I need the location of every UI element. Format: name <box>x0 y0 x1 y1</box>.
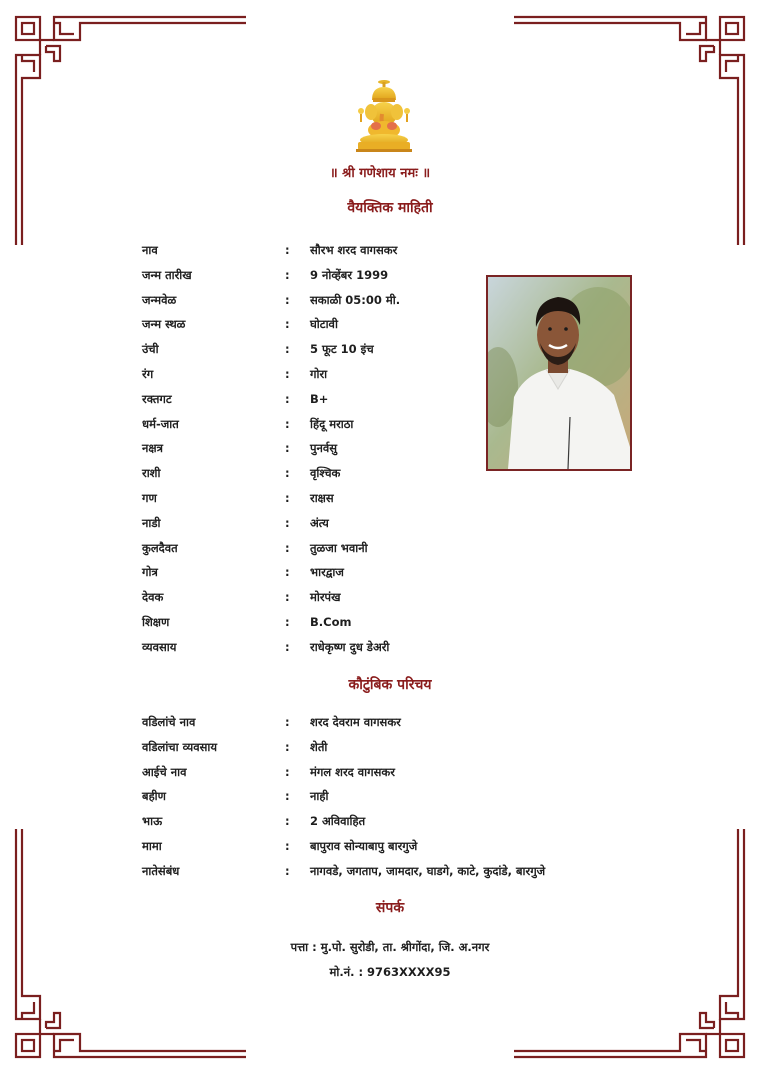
row-separator: : <box>285 639 290 654</box>
contact-address: पत्ता : मु.पो. सुरोडी, ता. श्रीगोंदा, जि. अ.नगर <box>290 940 490 954</box>
row-value: 5 फूट 10 इंच <box>310 342 374 357</box>
row-label: गोत्र <box>142 565 158 580</box>
row-value: शरद देवराम वागसकर <box>310 715 401 729</box>
row-label: वडिलांचा व्यवसाय <box>142 739 218 754</box>
row-label: रंग <box>142 366 154 381</box>
row-separator: : <box>285 565 290 580</box>
row-label: राशी <box>142 466 161 481</box>
row-value: शेती <box>310 739 328 754</box>
row-value: घोटावी <box>310 317 338 332</box>
row-label: नाडी <box>142 515 161 530</box>
row-separator: : <box>285 416 290 431</box>
row-value: सकाळी 05:00 मी. <box>310 292 401 307</box>
row-label: कुलदैवत <box>142 540 178 555</box>
row-value: गोरा <box>310 366 328 381</box>
row-label: नक्षत्र <box>142 441 163 456</box>
row-label: वडिलांचे नाव <box>142 715 196 729</box>
mantra-heading: ॥ श्री गणेशाय नमः ॥ <box>329 166 431 181</box>
row-separator: : <box>285 490 290 505</box>
row-separator: : <box>285 317 290 332</box>
row-separator: : <box>285 614 290 629</box>
row-value: बापुराव सोन्याबापु बारगुजे <box>310 838 418 853</box>
row-label: देवक <box>142 590 164 605</box>
row-value: नाही <box>310 789 329 804</box>
contact-mobile: मो.नं. : 9763XXXX95 <box>329 965 451 979</box>
row-separator: : <box>285 243 290 257</box>
row-label: जन्म तारीख <box>142 267 192 282</box>
personal-info-heading: वैयक्तिक माहिती <box>347 200 433 216</box>
row-label: बहीण <box>142 789 166 804</box>
row-label: नातेसंबंध <box>142 863 180 878</box>
row-label: जन्म स्थळ <box>142 317 186 332</box>
row-value: नागवडे, जगताप, जामदार, घाडगे, काटे, कुदांडे, बारगुजे <box>310 863 546 878</box>
row-value: भारद्वाज <box>310 565 344 580</box>
row-value: सौरभ शरद वागसकर <box>310 243 398 257</box>
row-separator: : <box>285 715 290 729</box>
row-separator: : <box>285 292 290 307</box>
row-label: भाऊ <box>142 814 163 829</box>
row-label: धर्म-जात <box>142 416 179 431</box>
row-value: अंत्य <box>310 515 329 530</box>
row-value: मंगल शरद वागसकर <box>310 764 395 779</box>
row-value: मोरपंख <box>310 590 341 605</box>
row-label: जन्मवेळ <box>142 292 177 307</box>
row-separator: : <box>285 441 290 456</box>
contact-heading: संपर्क <box>375 900 405 916</box>
row-label: मामा <box>142 838 162 853</box>
row-label: आईचे नाव <box>142 764 187 779</box>
row-separator: : <box>285 814 290 829</box>
row-separator: : <box>285 366 290 381</box>
ganesha-idol-image <box>352 78 416 154</box>
row-value: 9 नोव्हेंबर 1999 <box>310 267 389 282</box>
row-separator: : <box>285 466 290 481</box>
row-value: पुनर्वसु <box>310 441 338 456</box>
row-value: राक्षस <box>310 490 334 505</box>
row-separator: : <box>285 391 290 406</box>
row-value: तुळजा भवानी <box>310 540 368 555</box>
row-separator: : <box>285 590 290 605</box>
row-separator: : <box>285 515 290 530</box>
row-separator: : <box>285 739 290 754</box>
row-value: B.Com <box>310 614 352 629</box>
row-value: राधेकृष्ण दुध डेअरी <box>310 639 390 654</box>
row-separator: : <box>285 838 290 853</box>
row-label: व्यवसाय <box>142 639 177 654</box>
profile-photo <box>486 275 632 471</box>
row-separator: : <box>285 764 290 779</box>
row-label: शिक्षण <box>142 614 170 629</box>
row-value: 2 अविवाहित <box>310 814 366 829</box>
row-separator: : <box>285 342 290 357</box>
ganesha-icon <box>352 78 416 154</box>
row-value: वृश्चिक <box>310 466 341 481</box>
family-info-heading: कौटुंबिक परिचय <box>348 677 432 693</box>
row-separator: : <box>285 789 290 804</box>
row-separator: : <box>285 863 290 878</box>
row-value: B+ <box>310 391 329 406</box>
row-value: हिंदू मराठा <box>310 416 354 431</box>
row-label: गण <box>142 490 157 505</box>
row-separator: : <box>285 540 290 555</box>
row-label: उंची <box>142 342 159 357</box>
row-label: रक्तगट <box>142 391 172 406</box>
row-label: नाव <box>142 243 158 257</box>
row-separator: : <box>285 267 290 282</box>
person-portrait-icon <box>488 277 630 469</box>
